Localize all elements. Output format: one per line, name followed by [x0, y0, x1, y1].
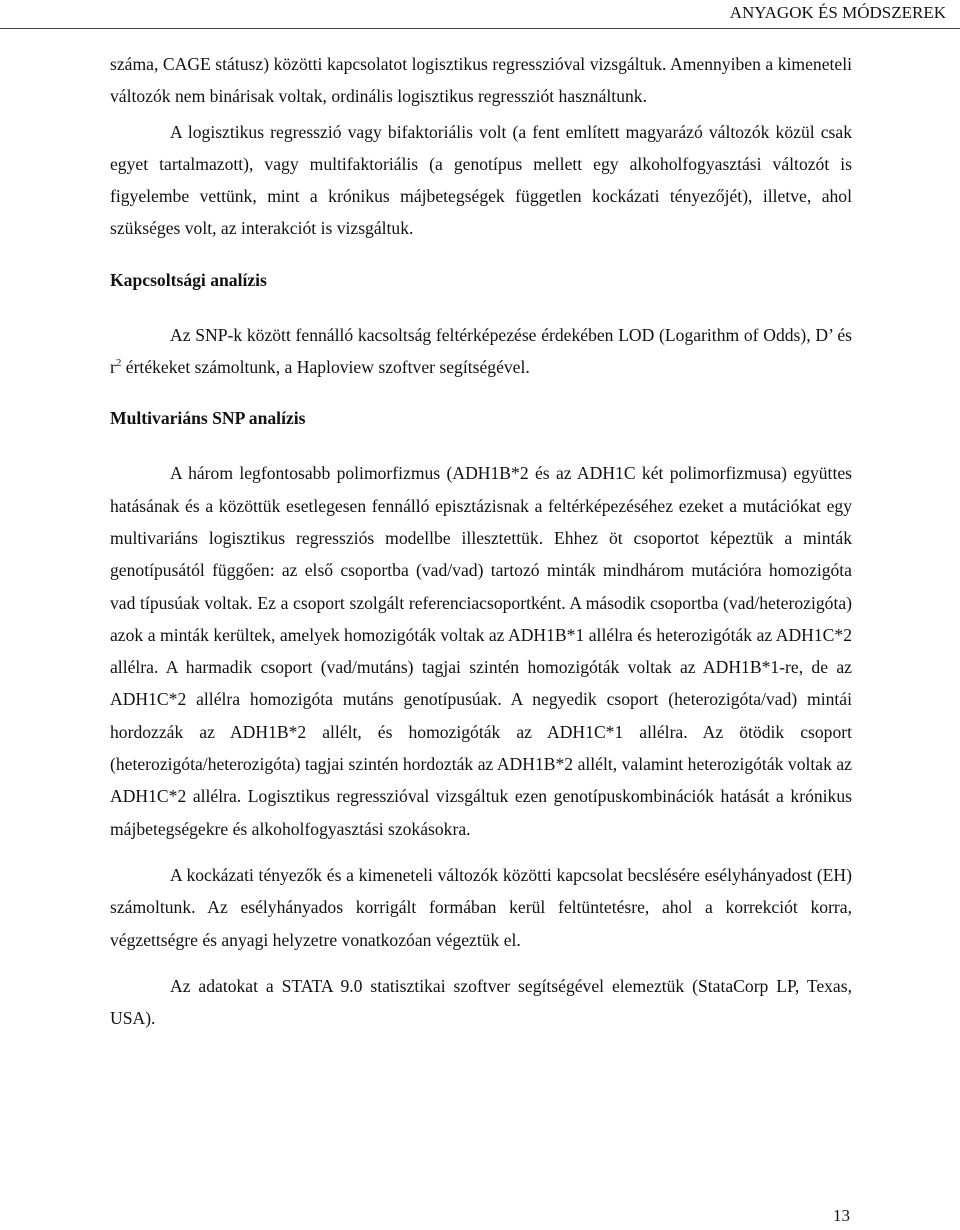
paragraph-3-text-b: értékeket számoltunk, a Haploview szoftver segítségével.: [121, 357, 530, 378]
paragraph-3-text-a: Az SNP-k között fennálló kacsoltság feltérképezése érdekében LOD (Logarithm of Odds), D’ és r: [110, 324, 852, 378]
paragraph-1: száma, CAGE státusz) közötti kapcsolatot logisztikus regresszióval vizsgáltuk. Amennyiben a kimeneteli változók nem binárisak voltak, ordinális logisztikus regressziót használtunk.: [110, 54, 852, 107]
paragraph-3: [110, 319, 852, 384]
page-body: [110, 48, 852, 1034]
superscript-2: 2: [115, 357, 122, 370]
paragraph-6: Az adatokat a STATA 9.0 statisztikai szoftver segítségével elemeztük (StataCorp LP, Texas, USA).: [110, 975, 852, 1029]
paragraph-5: A kockázati tényezők és a kimeneteli változók közötti kapcsolat becslésére esélyhányadost (EH) számoltunk. Az esélyhányados korrigált formában kerül feltüntetésre, ahol a korrekciót korra, végzettségre és anyagi helyzetre vonatkozóan végeztük el.: [110, 864, 852, 950]
running-head-text: ANYAGOK ÉS MÓDSZEREK: [729, 3, 946, 22]
paragraph-4: A három legfontosabb polimorfizmus (ADH1B*2 és az ADH1C két polimorfizmusa) együttes hatásának és a közöttük esetlegesen fennálló episztázisnak a feltérképezéséhez ezeket a mutációkat egy multivariáns logisztikus regressziós modellbe illesztettük. Ehhez öt csoportot képeztük a minták genotípusától függően: az első csoportba (vad/vad) tartozó minták mindhárom mutációra homozigóta vad típusúak voltak. Ez a csoport szolgált referenciacsoportként. A második csoportba (vad/heterozigóta) azok a minták kerültek, amelyek homozigóták voltak az ADH1B*1 allélra és heterozigóták az ADH1C*2 allélra. A harmadik csoport (vad/mutáns) tagjai szintén homozigóták voltak az ADH1B*1-re, de az ADH1C*2 allélra homozigóta mutáns genotípusúak. A negyedik csoport (heterozigóta/vad) mintái hordozzák az ADH1B*2 allélt, és homozigóták az ADH1C*1 allélra. Az ötödik csoport (heterozigóta/heterozigóta) tagjai szintén hordozták az ADH1B*2 allélt, valamint heterozigóták voltak az ADH1C*2 allélra. Logisztikus regresszióval vizsgáltuk ezen genotípuskombinációk hatását a krónikus májbetegségekre és alkoholfogyasztási szokásokra.: [110, 463, 852, 839]
paragraph-2: A logisztikus regresszió vagy bifaktoriális volt (a fent említett magyarázó változók közül csak egyet tartalmazott), vagy multifaktoriális (a genotípus mellett egy alkoholfogyasztási változót is figyelembe vettünk, mint a krónikus májbetegségek független kockázati tényezőjét), illetve, ahol szükséges volt, az interakciót is vizsgáltuk.: [110, 121, 852, 239]
section-heading-kapcsoltsagi: Kapcsoltsági analízis: [110, 269, 267, 290]
page-number: 13: [833, 1206, 850, 1225]
section-heading-multivarians: Multivariáns SNP analízis: [110, 408, 306, 429]
running-head: [0, 0, 960, 29]
